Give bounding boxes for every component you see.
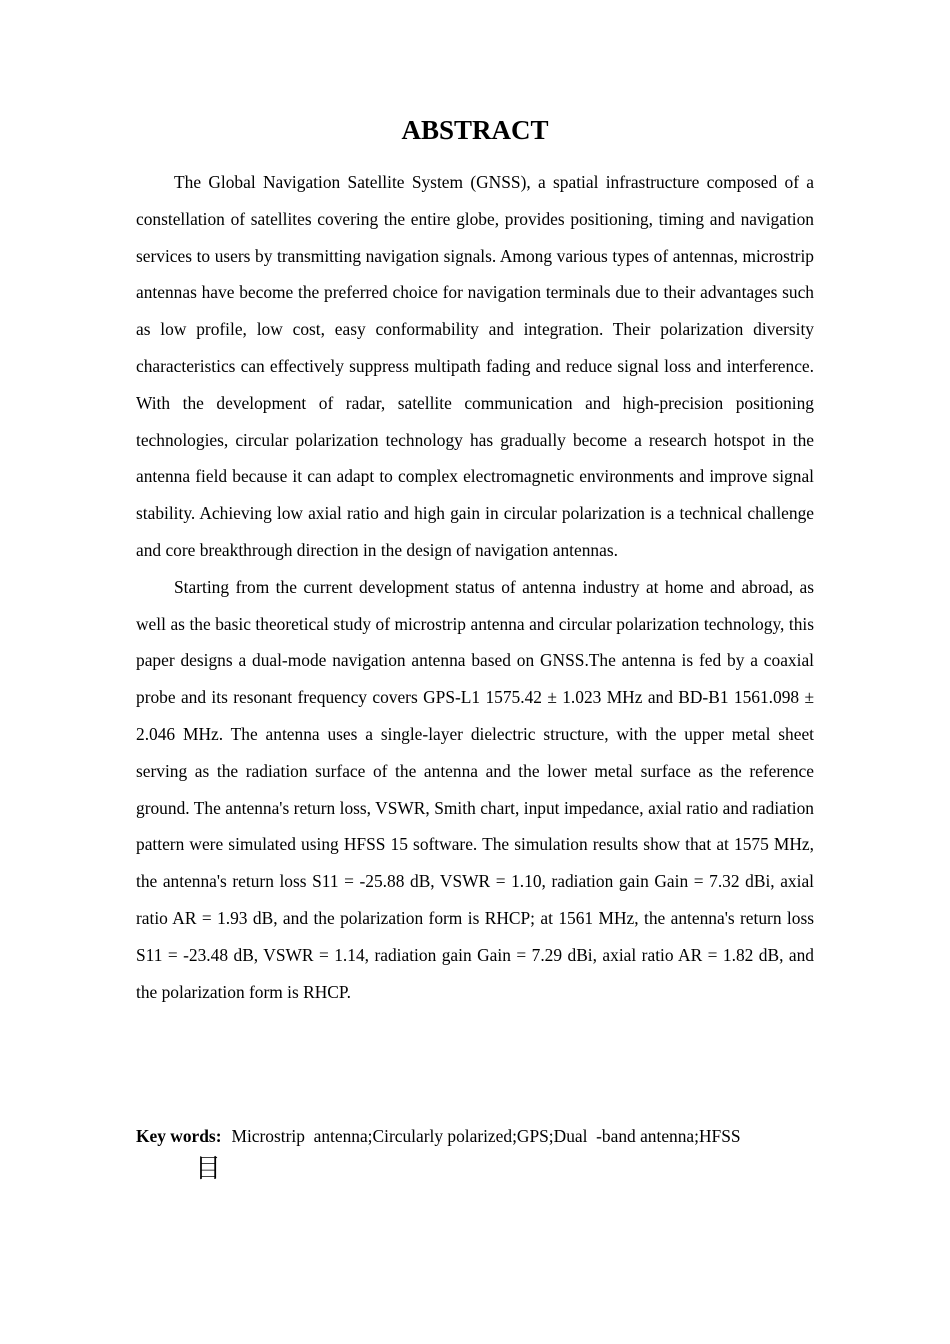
keywords-text: Microstrip antenna;Circularly polarized;GPS;Dual -band antenna;HFSS [231, 1126, 741, 1146]
abstract-title: ABSTRACT [401, 115, 549, 145]
keywords-line [136, 1118, 836, 1154]
abstract-body [136, 164, 814, 1010]
toc-heading-fragment: 目 [195, 1154, 222, 1184]
abstract-paragraph-1: The Global Navigation Satellite System (GNSS), a spatial infrastructure composed of a constellation of satellites covering the entire globe, provides positioning, timing and navigation services to users by transmitting navigation signals. Among various types of antennas, microstrip antennas have become the preferred choice for navigation terminals due to their advantages such as low profile, low cost, easy conformability and integration. Their polarization diversity characteristics can effectively suppress multipath fading and reduce signal loss and interference. With the development of radar, satellite communication and high-precision positioning technologies, circular polarization technology has gradually become a research hotspot in the antenna field because it can adapt to complex electromagnetic environments and improve signal stability. Achieving low axial ratio and high gain in circular polarization is a technical challenge and core breakthrough direction in the design of navigation antennas. [136, 172, 814, 560]
abstract-paragraph-2: Starting from the current development status of antenna industry at home and abroad, as well as the basic theoretical study of microstrip antenna and circular polarization technology, this paper designs a dual-mode navigation antenna based on GNSS.The antenna is fed by a coaxial probe and its resonant frequency covers GPS-L1 1575.42 ± 1.023 MHz and BD-B1 1561.098 ± 2.046 MHz. The antenna uses a single-layer dielectric structure, with the upper metal sheet serving as the radiation surface of the antenna and the lower metal surface as the reference ground. The antenna's return loss, VSWR, Smith chart, input impedance, axial ratio and radiation pattern were simulated using HFSS 15 software. The simulation results show that at 1575 MHz, the antenna's return loss S11 = -25.88 dB, VSWR = 1.10, radiation gain Gain = 7.32 dBi, axial ratio AR = 1.93 dB, and the polarization form is RHCP; at 1561 MHz, the antenna's return loss S11 = -23.48 dB, VSWR = 1.14, radiation gain Gain = 7.29 dBi, axial ratio AR = 1.82 dB, and the polarization form is RHCP. [136, 576, 814, 1002]
keywords-label: Key words: [136, 1126, 222, 1146]
